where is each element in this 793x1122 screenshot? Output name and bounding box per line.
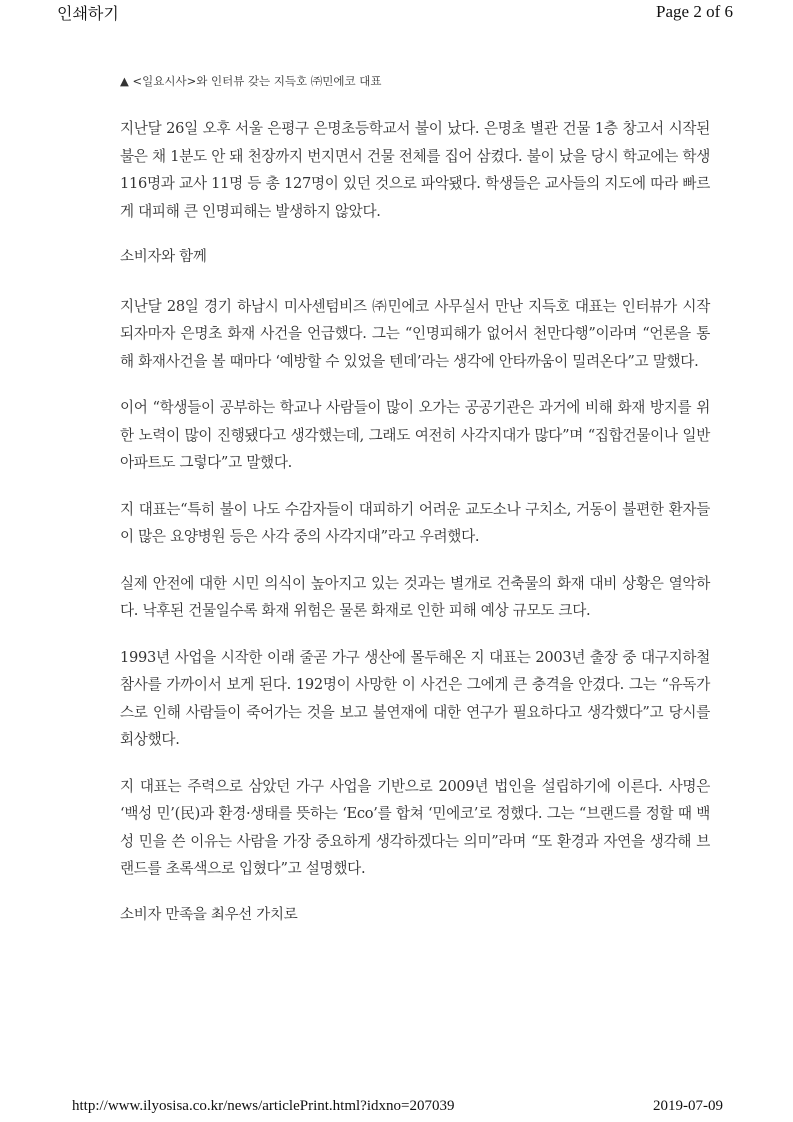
article-paragraph: 1993년 사업을 시작한 이래 줄곧 가구 생산에 몰두해온 지 대표는 2003년 출장 중 대구지하철참사를 가까이서 보게 된다. 192명이 사망한 이 사건은 그에게 큰 충격을 안겼다. 그는 “유독가스로 인해 사람들이 죽어가는 것을 보고 불연재에 대한 연구가 필요하다고 생각했다”고 당시를 회상했다. bbox=[120, 648, 710, 748]
print-date: 2019-07-09 bbox=[653, 1098, 723, 1114]
article-paragraph: 지난달 26일 오후 서울 은평구 은명초등학교서 불이 났다. 은명초 별관 건물 1층 창고서 시작된 불은 채 1분도 안 돼 천장까지 번지면서 건물 전체를 집어 삼켰다. 불이 났을 당시 학교에는 학생 116명과 교사 11명 등 총 127명이 있던 것으로 파악됐다. 학생들은 교사들의 지도에 따라 빠르게 대피해 큰 인명피해는 발생하지 않았다. bbox=[120, 120, 710, 220]
article-paragraph: 지난달 28일 경기 하남시 미사센텀비즈 ㈜민에코 사무실서 만난 지득호 대표는 인터뷰가 시작되자마자 은명초 화재 사건을 언급했다. 그는 “인명피해가 없어서 천만다행”이라며 “언론을 통해 화재사건을 볼 때마다 ‘예방할 수 있었을 텐데’라는 생각에 안타까움이 밀려온다”고 말했다. bbox=[120, 297, 710, 370]
section-subhead: 소비자와 함께 bbox=[120, 249, 207, 265]
article-paragraph: 지 대표는 주력으로 삼았던 가구 사업을 기반으로 2009년 법인을 설립하기에 이른다. 사명은 ‘백성 민’(民)과 환경·생태를 뜻하는 ‘Eco’를 합쳐 ‘민에코’로 정했다. 그는 “브랜드를 정할 때 백성 민을 쓴 이유는 사람을 가장 중요하게 생각하겠다는 의미”라며 “또 환경과 자연을 생각해 브랜드를 초록색으로 입혔다”고 설명했다. bbox=[120, 777, 710, 877]
article-paragraph: 실제 안전에 대한 시민 의식이 높아지고 있는 것과는 별개로 건축물의 화재 대비 상황은 열악하다. 낙후된 건물일수록 화재 위험은 물론 화재로 인한 피해 예상 규모도 크다. bbox=[120, 574, 710, 619]
article-body bbox=[120, 115, 710, 950]
page-indicator: Page 2 of 6 bbox=[656, 2, 733, 21]
section-subhead: 소비자 만족을 최우선 가치로 bbox=[120, 906, 298, 923]
article-paragraph: 이어 “학생들이 공부하는 학교나 사람들이 많이 오가는 공공기관은 과거에 비해 화재 방지를 위한 노력이 많이 진행됐다고 생각했는데, 그래도 여전히 사각지대가 많다”며 “집합건물이나 일반 아파트도 그렇다”고 말했다. bbox=[120, 399, 710, 471]
article-url: http://www.ilyosisa.co.kr/news/articlePrint.html?idxno=207039 bbox=[72, 1098, 455, 1114]
photo-caption: ▲ <일요시사>와 인터뷰 갖는 지득호 ㈜민에코 대표 bbox=[120, 74, 382, 88]
print-title: 인쇄하기 bbox=[57, 4, 119, 23]
article-paragraph: 지 대표는“특히 불이 나도 수감자들이 대피하기 어려운 교도소나 구치소, 거동이 불편한 환자들이 많은 요양병원 등은 사각 중의 사각지대”라고 우려했다. bbox=[120, 500, 710, 545]
